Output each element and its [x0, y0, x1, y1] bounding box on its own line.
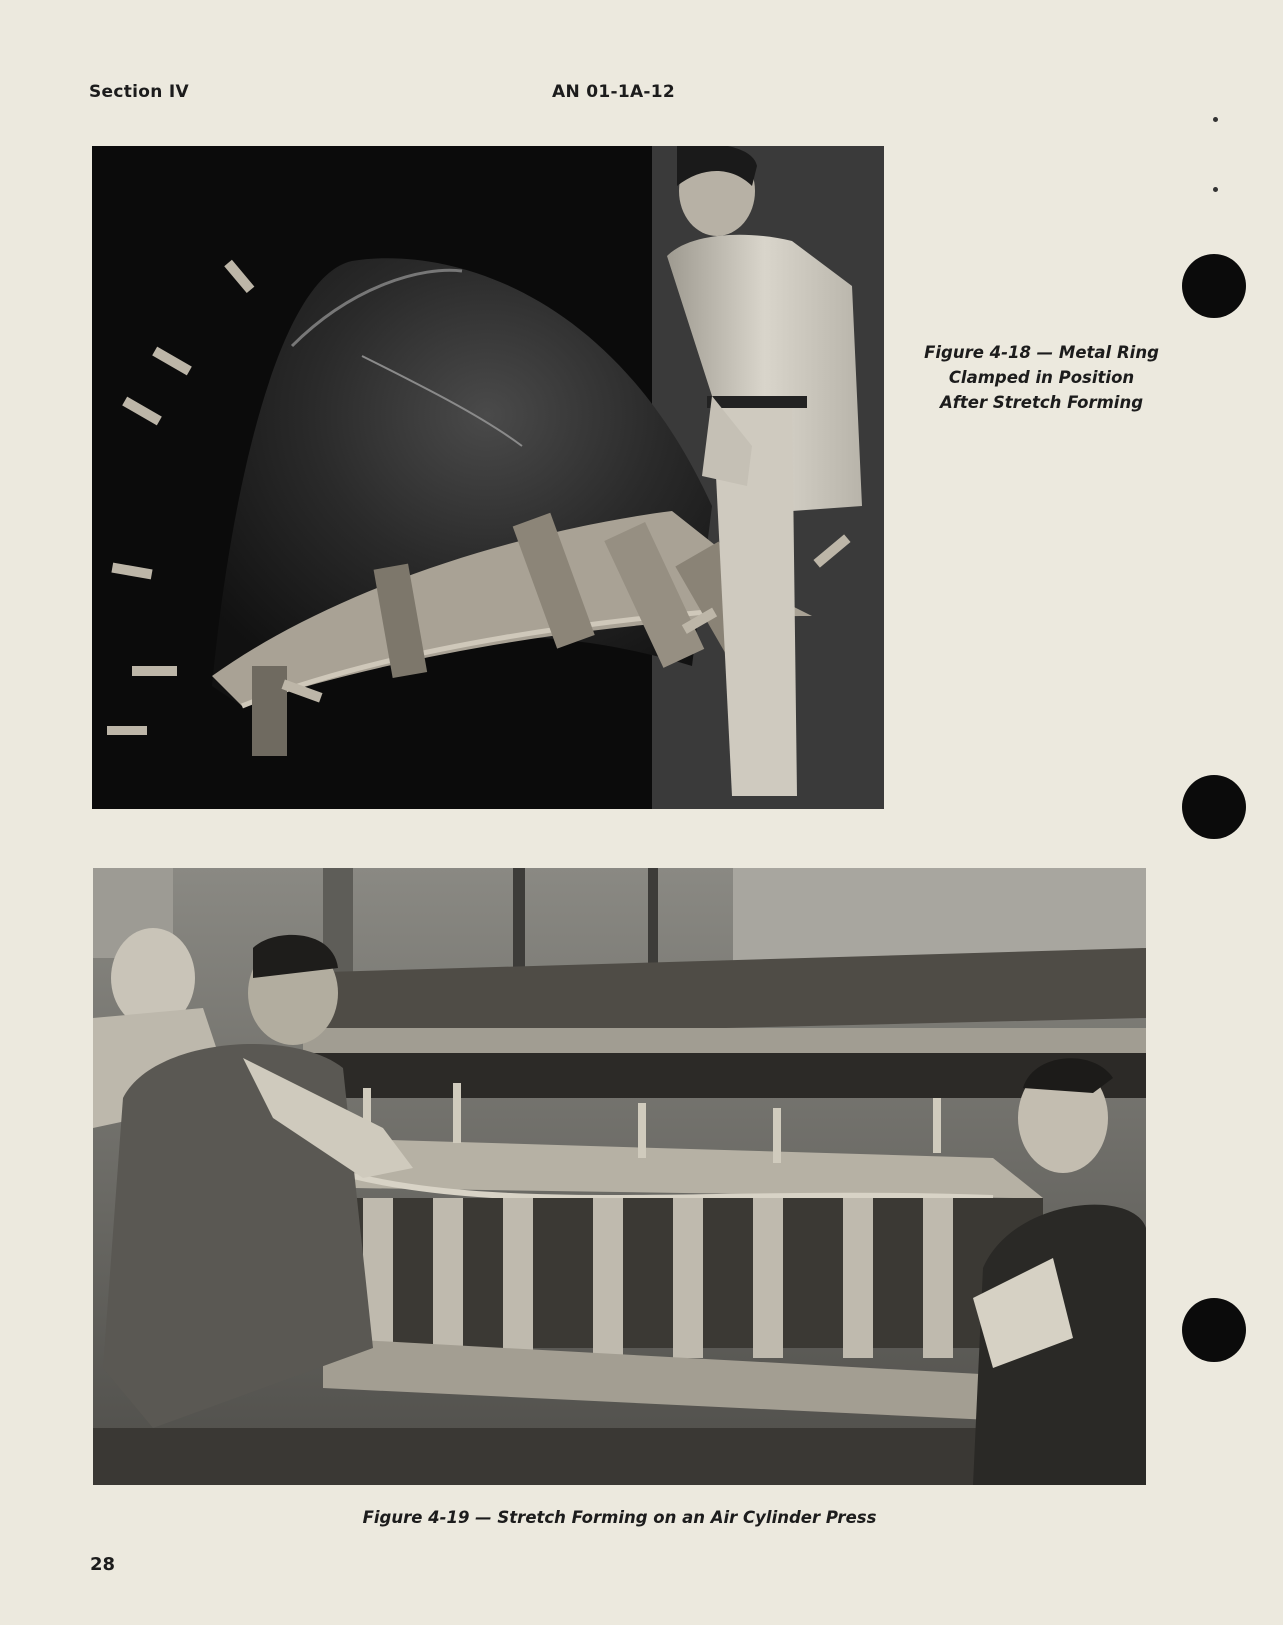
document-id: AN 01-1A-12 [552, 82, 676, 102]
binder-hole [1182, 1298, 1246, 1362]
binder-hole [1182, 254, 1246, 318]
page-number: 28 [90, 1554, 116, 1575]
figure-4-19-caption: Figure 4-19 — Stretch Forming on an Air Cylinder Press [362, 1508, 877, 1527]
figure-4-18-photo [92, 146, 884, 809]
section-header: Section IV [89, 82, 189, 102]
binder-hole [1182, 775, 1246, 839]
figure-4-19-photo [93, 868, 1146, 1485]
figure-4-18-caption: Figure 4-18 — Metal Ring Clamped in Position After Stretch Forming [924, 343, 1159, 412]
speck [1213, 187, 1218, 192]
speck [1213, 117, 1218, 122]
